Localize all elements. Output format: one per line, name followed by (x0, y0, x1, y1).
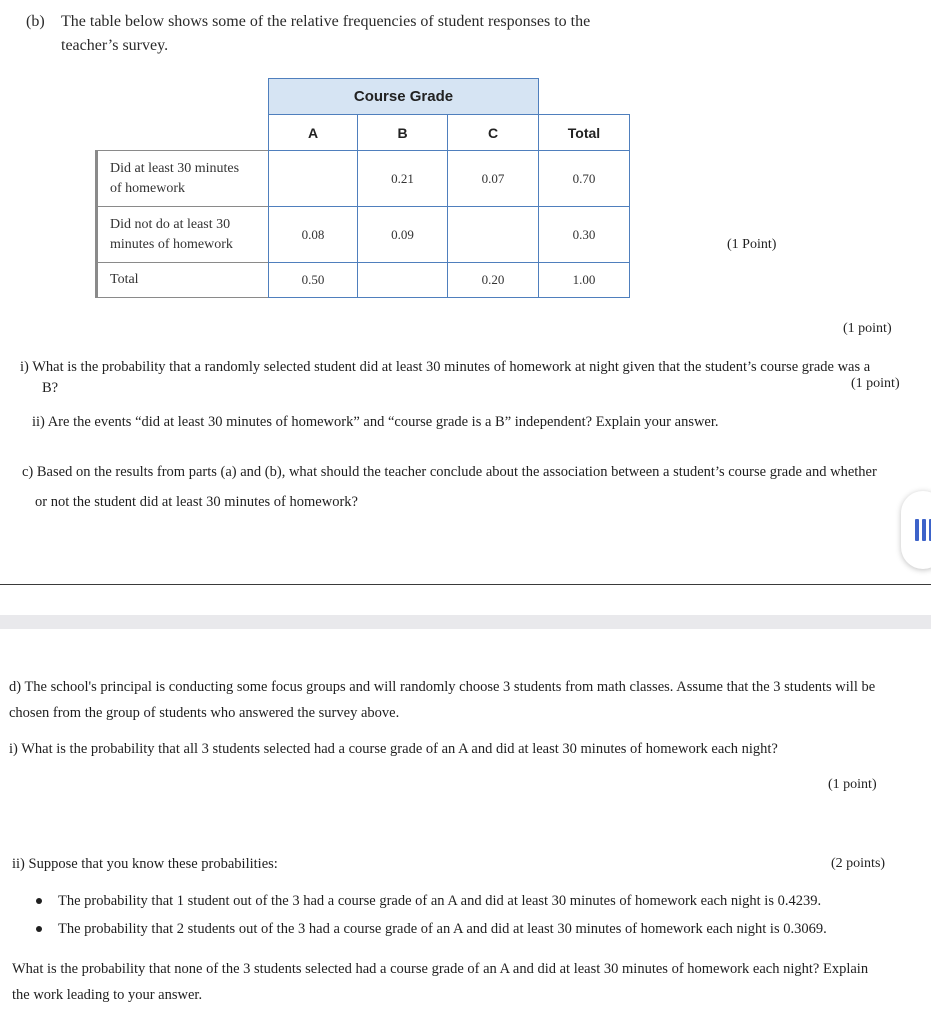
row-label-did-homework (95, 150, 269, 207)
question-d-i: i) What is the probability that all 3 students selected had a course grade of an A and did at least 30 minutes of homework each night? (9, 741, 778, 757)
question-d-ii-point-value: (2 points) (831, 856, 886, 871)
row-label-did-homework-line1: Did at least 30 minutes (110, 160, 240, 176)
question-d-line1: d) The school's principal is conducting some focus groups and will randomly choose 3 students from math classes. Assume that the 3 students will be (9, 679, 876, 695)
cell-total-c: 0.20 (447, 262, 539, 298)
probability-bullet-list (34, 887, 914, 943)
row-label-did-not-homework (95, 206, 269, 263)
question-d-line2: chosen from the group of students who answered the survey above. (9, 705, 400, 721)
final-question-line1: What is the probability that none of the 3 students selected had a course grade of an A and did at least 30 minutes of homework each night? Explain (12, 961, 869, 977)
question-d-ii: ii) Suppose that you know these probabilities: (12, 856, 278, 872)
question-c-line2: or not the student did at least 30 minutes of homework? (35, 494, 358, 510)
question-b-i-line2: B? (42, 380, 59, 396)
cell-did-c: 0.07 (447, 150, 539, 207)
question-b-ii: ii) Are the events “did at least 30 minutes of homework” and “course grade is a B” independent? Explain your answer. (32, 414, 719, 430)
col-header-total: Total (538, 114, 630, 151)
final-question-line2: the work leading to your answer. (12, 987, 203, 1003)
section-divider (0, 584, 931, 585)
cell-total-total: 1.00 (538, 262, 630, 298)
row-label-did-homework-line2: of homework (110, 180, 186, 196)
cell-total-b (357, 262, 448, 298)
part-b-intro-line2: teacher’s survey. (61, 37, 169, 54)
bullet-one-student: The probability that 1 student out of the 3 had a course grade of an A and did at least 30 minutes of homework each night is 0.4239. (34, 887, 914, 915)
bullet-two-students: The probability that 2 students out of the 3 had a course grade of an A and did at least 30 minutes of homework each night is 0.3069. (34, 915, 914, 943)
part-b-intro-line1: The table below shows some of the relative frequencies of student responses to the (61, 13, 591, 30)
drag-handle-icon[interactable] (901, 491, 931, 569)
row-label-total: Total (95, 262, 269, 298)
cell-didnot-b: 0.09 (357, 206, 448, 263)
handle-bars (915, 519, 931, 541)
row-label-did-not-line1: Did not do at least 30 (110, 216, 231, 232)
cell-didnot-c (447, 206, 539, 263)
col-header-a: A (268, 114, 358, 151)
course-grade-header: Course Grade (268, 78, 539, 115)
cell-did-a (268, 150, 358, 207)
relative-frequency-table (95, 78, 630, 298)
cell-did-b: 0.21 (357, 150, 448, 207)
question-b-i-point-value: (1 point) (851, 376, 900, 391)
cell-did-total: 0.70 (538, 150, 630, 207)
question-c-line1: c) Based on the results from parts (a) and (b), what should the teacher conclude about the association between a student’s course grade and whether (22, 464, 877, 480)
cell-didnot-total: 0.30 (538, 206, 630, 263)
section-gap-band (0, 615, 931, 629)
question-b-i-line1: i) What is the probability that a randomly selected student did at least 30 minutes of homework at night given that the student’s course grade was a (20, 359, 871, 375)
cell-didnot-a: 0.08 (268, 206, 358, 263)
part-b-label: (b) (26, 13, 45, 30)
part-b-point-value: (1 point) (843, 321, 892, 336)
col-header-c: C (447, 114, 539, 151)
question-d-i-point-value: (1 point) (828, 777, 877, 792)
col-header-b: B (357, 114, 448, 151)
part-b-intro (26, 10, 590, 58)
row-label-did-not-line2: minutes of homework (110, 236, 233, 252)
cell-total-a: 0.50 (268, 262, 358, 298)
table-point-value: (1 Point) (727, 237, 777, 252)
